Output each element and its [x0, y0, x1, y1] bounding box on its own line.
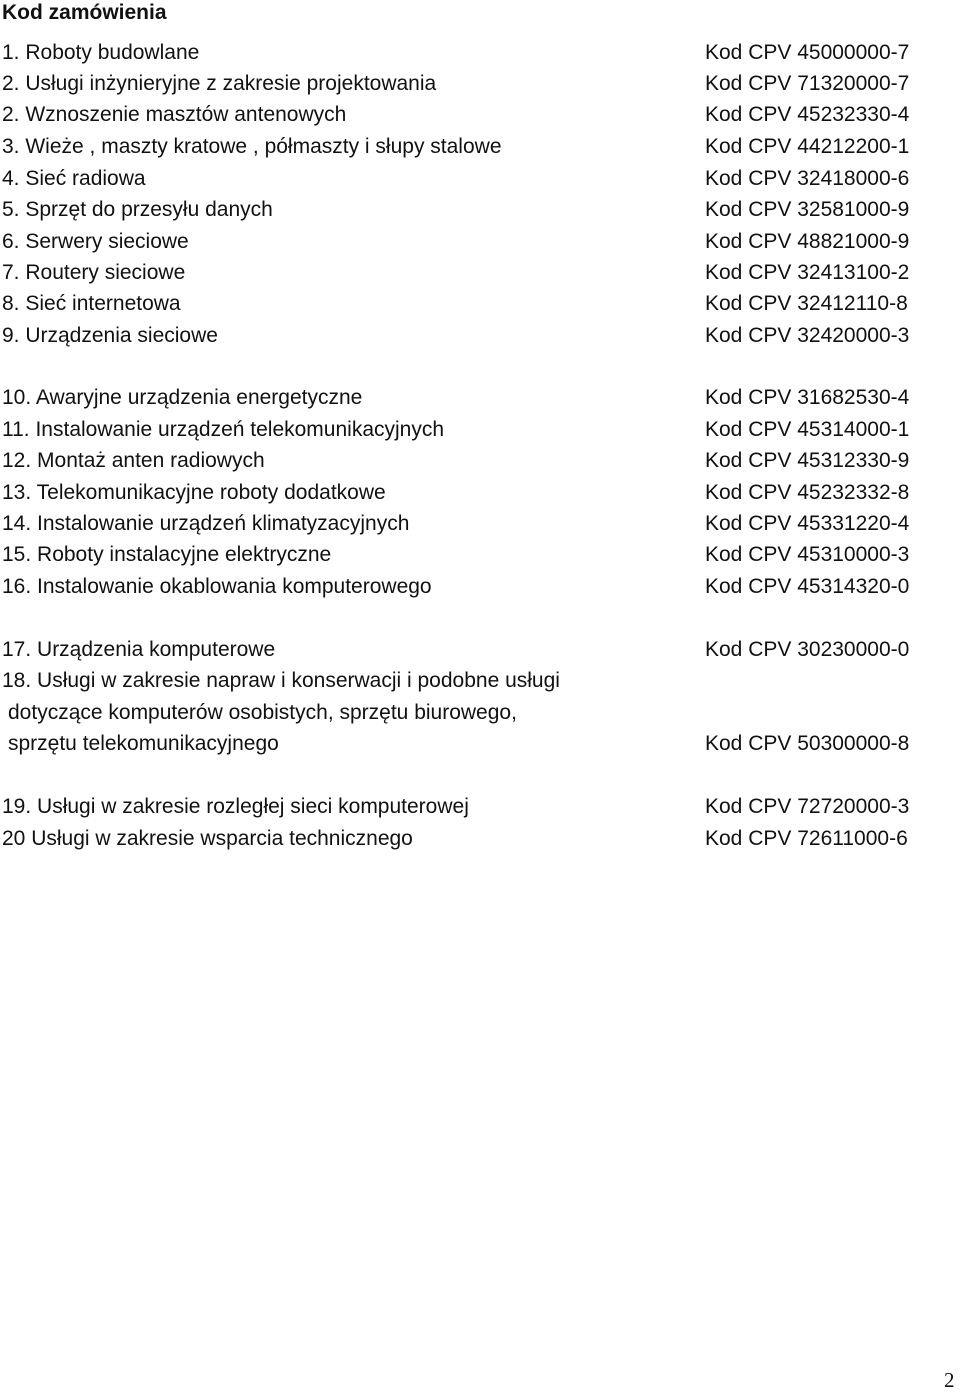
list-item-text: 14. Instalowanie urządzeń klimatyzacyjnych	[2, 512, 410, 535]
list-item-text-continued: dotyczące komputerów osobistych, sprzętu biurowego,	[8, 701, 517, 724]
list-item-code: Kod CPV 45310000-3	[705, 543, 910, 566]
list-item-text: 2. Wznoszenie masztów antenowych	[2, 103, 347, 126]
list-item-text: 17. Urządzenia komputerowe	[2, 638, 276, 661]
list-item-text: 12. Montaż anten radiowych	[2, 449, 265, 472]
list-item-code: Kod CPV 32413100-2	[705, 261, 910, 284]
list-item-code: Kod CPV 45331220-4	[705, 512, 910, 535]
list-item-text: 15. Roboty instalacyjne elektryczne	[2, 543, 332, 566]
list-item-text: 7. Routery sieciowe	[2, 261, 186, 284]
document-title: Kod zamówienia	[2, 1, 167, 24]
list-item-code: Kod CPV 50300000-8	[705, 732, 910, 755]
list-item-text-continued: sprzętu telekomunikacyjnego	[8, 732, 279, 755]
list-item-code: Kod CPV 32412110-8	[705, 292, 908, 315]
list-item-text: 13. Telekomunikacyjne roboty dodatkowe	[2, 481, 386, 504]
list-item-code: Kod CPV 45314320-0	[705, 575, 910, 598]
list-item-text: 16. Instalowanie okablowania komputerowego	[2, 575, 432, 598]
list-item-code: Kod CPV 45314000-1	[705, 418, 910, 441]
list-item-code: Kod CPV 32581000-9	[705, 198, 910, 221]
list-item-code: Kod CPV 45232332-8	[705, 481, 910, 504]
list-item-text: 9. Urządzenia sieciowe	[2, 324, 218, 347]
list-item-text: 1. Roboty budowlane	[2, 41, 200, 64]
list-item-text: 11. Instalowanie urządzeń telekomunikacyjnych	[2, 418, 445, 441]
list-item-text: 2. Usługi inżynieryjne z zakresie projektowania	[2, 72, 437, 95]
list-item-code: Kod CPV 48821000-9	[705, 230, 910, 253]
list-item-code: Kod CPV 32420000-3	[705, 324, 910, 347]
list-item-code: Kod CPV 32418000-6	[705, 167, 910, 190]
list-item-text: 5. Sprzęt do przesyłu danych	[2, 198, 273, 221]
list-item-code: Kod CPV 45000000-7	[705, 41, 910, 64]
list-item-code: Kod CPV 72720000-3	[705, 795, 910, 818]
list-item-code: Kod CPV 30230000-0	[705, 638, 910, 661]
list-item-text: 6. Serwery sieciowe	[2, 230, 189, 253]
page-number: 2	[944, 1368, 955, 1392]
list-item-text: 10. Awaryjne urządzenia energetyczne	[2, 386, 363, 409]
list-item-code: Kod CPV 45232330-4	[705, 103, 910, 126]
list-item-text: 4. Sieć radiowa	[2, 167, 146, 190]
list-item-code: Kod CPV 31682530-4	[705, 386, 910, 409]
list-item-code: Kod CPV 45312330-9	[705, 449, 910, 472]
list-item-text: 8. Sieć internetowa	[2, 292, 181, 315]
list-item-code: Kod CPV 72611000-6	[705, 827, 908, 850]
list-item-text: 18. Usługi w zakresie napraw i konserwacji i podobne usługi	[2, 669, 560, 692]
list-item-text: 3. Wieże , maszty kratowe , półmaszty i słupy stalowe	[2, 135, 502, 158]
list-item-text: 19. Usługi w zakresie rozległej sieci komputerowej	[2, 795, 469, 818]
list-item-code: Kod CPV 71320000-7	[705, 72, 910, 95]
list-item-text: 20 Usługi w zakresie wsparcia technicznego	[2, 827, 413, 850]
list-item-code: Kod CPV 44212200-1	[705, 135, 910, 158]
